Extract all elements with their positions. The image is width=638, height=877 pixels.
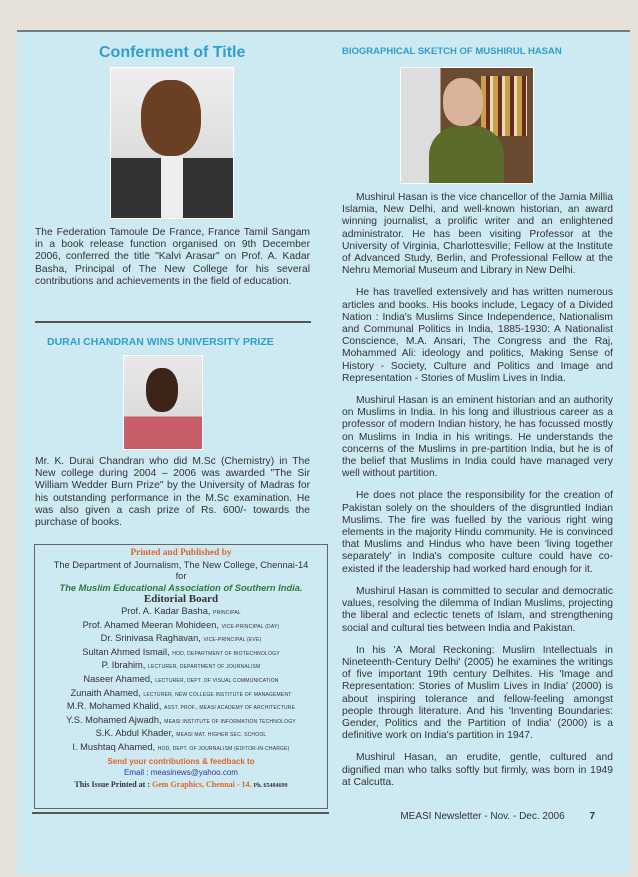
member-role: VICE-PRINCIPAL (EVE) [203, 637, 262, 644]
member-role: MEASI INSTITUTE OF INFORMATION TECHNOLOGY [164, 718, 296, 725]
bio-paragraph: Mushirul Hasan is the vice chancellor of the Jamia Millia Islamia, New Delhi, and well-known historian, an award winning journalist, a prolific writer and an enlightened administrator. He has been visiting Professor at the University of Virginia, Charlottesville; Fellow at the Institute of Advanced Study, Berlin, and Professional Fellow at the Nehru Memorial Museum and Library in New Delhi. [342, 192, 613, 277]
photo-durai-chandran [123, 355, 203, 450]
member-name: Zunaith Ahamed, [70, 687, 141, 698]
email[interactable]: Email : measinews@yahoo.com [124, 768, 238, 778]
send-contributions: Send your contributions & feedback to [107, 756, 255, 766]
printed-at-label: This Issue Printed at : [74, 779, 150, 789]
member-name: S.K. Abdul Khader, [95, 728, 174, 739]
board-title: Editorial Board [143, 593, 219, 606]
bio-paragraph: Mushirul Hasan is committed to secular and democratic values, resolving the dilemma of Indian Muslims, projecting the liberal and eclectic tenets of Islam, and strengthening social and cultural ties between India and Pakistan. [342, 585, 613, 634]
member-name: Sultan Ahmed Ismail, [82, 646, 170, 657]
board-member [35, 688, 327, 702]
prize-heading: DURAI CHANDRAN WINS UNIVERSITY PRIZE [47, 336, 274, 348]
member-name: I. Mushtaq Ahamed, [72, 741, 156, 752]
member-role: HOD, DEPARTMENT OF BIOTECHNOLOGY [172, 650, 280, 657]
member-name: Y.S. Mohamed Ajwadh, [66, 714, 162, 725]
member-role: ASST. PROF., MEASI ACADEMY OF ARCHITECTURE [164, 705, 296, 712]
board-member [35, 701, 327, 715]
bio-paragraph: Mushirul Hasan is an eminent historian and an authority on Muslims in India. In his long and illustrious career as a professor of modern Indian history, he has focussed mostly on Muslims in India in his writings. He understands the concerns of the Muslims in pre-partition India, but he is of the belief that Muslims in India could have managed very well without partition. [342, 395, 613, 480]
member-name: P. Ibrahim, [101, 660, 146, 671]
member-name: M.R. Mohamed Khalid, [66, 701, 162, 712]
board-member [35, 715, 327, 729]
newsletter-page [17, 30, 630, 874]
divider [35, 321, 311, 323]
printed-at [35, 779, 327, 793]
member-name: Dr. Srinivasa Raghavan, [100, 633, 201, 644]
bio-paragraph: In his 'A Moral Reckoning: Muslim Intellectuals in Nineteenth-Century Delhi' (2005) he examines the writings of five important 19th century Delhites. His 'Image and Representation: Stories of Muslim Lives in India' (2000) is about inspiring tolerance and fellow-feeling amongst people through literature. And his 'Inventing Boundaries: Gender, Politics and the Partition of India' (2000) is a definitive work on India's partition in 1947. [342, 644, 613, 742]
bio-paragraph: He does not place the responsibility for the creation of Pakistan solely on the shoulders of the disgruntled Indian Muslims. The fire was fuelled by the various right wing elements in the majority Hindu community. He is convinced that Muslims and Hindus who have been 'living together separately' in India's composite culture could have co-existed if the leadership had worked hard enough for it. [342, 490, 613, 575]
board-member [35, 633, 327, 647]
bio-paragraph: Mushirul Hasan, an erudite, gentle, cultured and dignified man who talks softly but firmly, was born in 1949 at Calcutta. [342, 752, 613, 788]
bio-title: BIOGRAPHICAL SKETCH OF MUSHIRUL HASAN [342, 46, 562, 57]
member-role: LECTURER, DEPARTMENT OF JOURNALISM [147, 664, 261, 671]
photo-mushirul-hasan [400, 67, 534, 184]
board-member [35, 674, 327, 688]
face [141, 80, 201, 156]
newsletter-name: MEASI Newsletter - Nov. - Dec. 2006 [400, 811, 565, 822]
phone: Ph. 65484699 [253, 782, 288, 789]
bookshelf [481, 76, 527, 136]
conferment-title: Conferment of Title [99, 44, 246, 61]
dept: The Department of Journalism, The New College, Chennai-14 [53, 559, 309, 570]
face [443, 78, 483, 126]
member-role: LECTURER, DEPT. OF VISUAL COMMUNICATION [155, 677, 279, 684]
printer: Gem Graphics, Chennai - 14. [151, 779, 252, 789]
conferment-text: The Federation Tamoule De France, France Tamil Sangam in a book release function organised on 9th December 2006, conferred the title "Kalvi Arasar" on Prof. A. Kadar Basha, Principal of The New College for his several contributions and achievements in the field of education. [35, 227, 310, 287]
printed-by: Printed and Published by [130, 548, 232, 558]
page-number: 7 [589, 811, 595, 822]
photo-kadar-basha [110, 67, 234, 219]
jacket [429, 126, 504, 183]
member-role: HOD, DEPT. OF JOURNALISM (EDITOR-IN-CHARGE) [157, 745, 290, 752]
editorial-box [34, 544, 328, 809]
shirt [161, 156, 183, 218]
board-member [35, 606, 327, 620]
member-role: MEASI MAT. HIGHER SEC. SCHOOL [176, 732, 267, 739]
page-footer [400, 811, 595, 822]
for: for [175, 571, 187, 582]
bio-paragraph: He has travelled extensively and has written numerous articles and books. His books include, Legacy of a Divided Nation : India's Muslims Since Independence, Nationalism and Communal Politics in India, 1885-1930: A Nationalist Conscience, M.A. Ansari, The Congress and the Raj, Mohammed Ali: ideology and politics, Making Sense of History - Society, Culture and Politics and Image and Representation - Stories of Muslim Lives in India. [342, 287, 613, 384]
member-role: PRINCIPAL [213, 609, 241, 616]
member-name: Prof. Ahamed Meeran Mohideen, [82, 619, 220, 630]
face [146, 368, 178, 412]
member-role: LECTURER, NEW COLLEGE INSTITUTE OF MANAGEMENT [143, 691, 292, 698]
board-member [35, 660, 327, 674]
member-list [35, 606, 327, 756]
member-name: Naseer Ahamed, [83, 673, 153, 684]
board-member [35, 742, 327, 756]
board-member [35, 728, 327, 742]
prize-text: Mr. K. Durai Chandran who did M.Sc (Chemistry) in The New college during 2004 – 2006 was awarded "The Sir William Wedder Burn Prize" by the University of Madras for his outstanding performance in the M.Sc examination. He was also given a cash prize of Rs. 600/- towards the purchase of books. [35, 456, 310, 529]
member-role: VICE-PRINCIPAL (DAY) [221, 623, 280, 630]
association: The Muslim Educational Association of Southern India. [59, 582, 303, 593]
member-name: Prof. A. Kadar Basha, [121, 605, 211, 616]
divider [32, 812, 329, 814]
board-member [35, 620, 327, 634]
bio-body [342, 192, 613, 799]
board-member [35, 647, 327, 661]
